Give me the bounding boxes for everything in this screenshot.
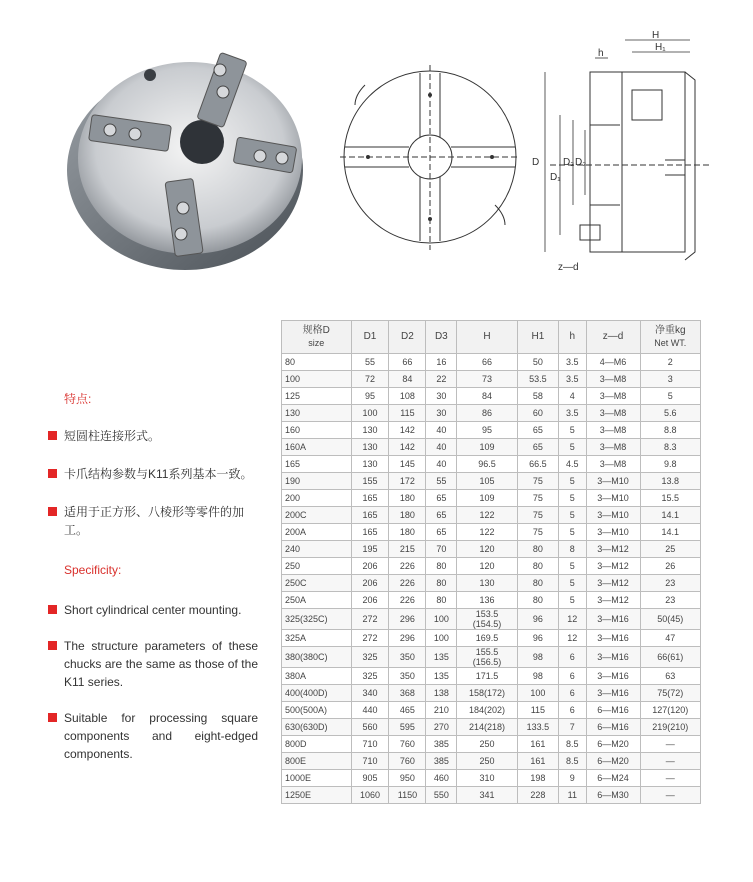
table-cell: 5 xyxy=(559,592,586,609)
table-cell: 180 xyxy=(389,524,426,541)
table-cell: 58 xyxy=(517,388,558,405)
table-cell: 73 xyxy=(457,371,517,388)
table-cell: 215 xyxy=(389,541,426,558)
table-cell: 560 xyxy=(351,719,389,736)
table-cell: 4.5 xyxy=(559,456,586,473)
feature-cn-3: 适用于正方形、八棱形等零件的加工。 xyxy=(48,503,258,539)
table-row xyxy=(282,592,701,609)
table-cell: 5 xyxy=(559,524,586,541)
table-cell: 1150 xyxy=(389,787,426,804)
table-row xyxy=(282,354,701,371)
table-cell: 9 xyxy=(559,770,586,787)
table-cell: — xyxy=(640,787,700,804)
table-cell: 8 xyxy=(559,541,586,558)
table-cell: 250C xyxy=(282,575,352,592)
table-cell: 130 xyxy=(282,405,352,422)
table-cell: 136 xyxy=(457,592,517,609)
table-cell: 800D xyxy=(282,736,352,753)
table-cell: 100 xyxy=(282,371,352,388)
table-cell: 8.8 xyxy=(640,422,700,439)
table-cell: 206 xyxy=(351,592,389,609)
table-cell: 2 xyxy=(640,354,700,371)
table-cell: 96.5 xyxy=(457,456,517,473)
table-cell: 84 xyxy=(389,371,426,388)
table-cell: 75(72) xyxy=(640,685,700,702)
table-cell: 800E xyxy=(282,753,352,770)
table-cell: 385 xyxy=(426,753,457,770)
table-cell: 3—M16 xyxy=(586,647,640,668)
table-cell: 250 xyxy=(282,558,352,575)
table-cell: 47 xyxy=(640,630,700,647)
table-header-cell: h xyxy=(559,321,586,354)
table-cell: 6—M16 xyxy=(586,719,640,736)
table-cell: 3—M10 xyxy=(586,490,640,507)
table-cell: 160A xyxy=(282,439,352,456)
table-row xyxy=(282,770,701,787)
table-cell: 63 xyxy=(640,668,700,685)
table-cell: 3—M10 xyxy=(586,507,640,524)
table-cell: 3—M8 xyxy=(586,405,640,422)
table-cell: 180 xyxy=(389,490,426,507)
table-cell: 135 xyxy=(426,647,457,668)
table-cell: — xyxy=(640,753,700,770)
table-header-cell: H xyxy=(457,321,517,354)
table-cell: 9.8 xyxy=(640,456,700,473)
table-cell: 53.5 xyxy=(517,371,558,388)
table-cell: 75 xyxy=(517,473,558,490)
table-cell: 133.5 xyxy=(517,719,558,736)
table-row xyxy=(282,647,701,668)
table-cell: 80 xyxy=(517,541,558,558)
bullet-square-icon xyxy=(48,431,57,440)
table-cell: 12 xyxy=(559,630,586,647)
table-cell: 400(400D) xyxy=(282,685,352,702)
table-cell: 226 xyxy=(389,592,426,609)
table-cell: 7 xyxy=(559,719,586,736)
table-cell: 165 xyxy=(282,456,352,473)
table-cell: 760 xyxy=(389,753,426,770)
table-cell: 296 xyxy=(389,609,426,630)
table-cell: 3—M12 xyxy=(586,541,640,558)
table-cell: 30 xyxy=(426,388,457,405)
table-cell: 16 xyxy=(426,354,457,371)
table-cell: 272 xyxy=(351,609,389,630)
table-cell: 115 xyxy=(517,702,558,719)
table-cell: 65 xyxy=(426,524,457,541)
table-cell: 5 xyxy=(559,558,586,575)
table-cell: 13.8 xyxy=(640,473,700,490)
table-cell: 200A xyxy=(282,524,352,541)
table-cell: 228 xyxy=(517,787,558,804)
table-cell: 4 xyxy=(559,388,586,405)
table-cell: 66(61) xyxy=(640,647,700,668)
table-cell: 5 xyxy=(559,575,586,592)
table-header-cell: H1 xyxy=(517,321,558,354)
table-cell: 70 xyxy=(426,541,457,558)
table-cell: 3 xyxy=(640,371,700,388)
table-cell: 270 xyxy=(426,719,457,736)
table-cell: 198 xyxy=(517,770,558,787)
table-cell: 160 xyxy=(282,422,352,439)
table-cell: 250A xyxy=(282,592,352,609)
table-cell: 905 xyxy=(351,770,389,787)
table-cell: 350 xyxy=(389,668,426,685)
table-cell: 25 xyxy=(640,541,700,558)
table-cell: 142 xyxy=(389,439,426,456)
table-cell: 240 xyxy=(282,541,352,558)
table-row xyxy=(282,575,701,592)
table-cell: 6 xyxy=(559,702,586,719)
table-cell: 72 xyxy=(351,371,389,388)
table-cell: 115 xyxy=(389,405,426,422)
table-cell: 710 xyxy=(351,736,389,753)
table-cell: 325 xyxy=(351,647,389,668)
table-cell: 6—M16 xyxy=(586,702,640,719)
table-cell: 630(630D) xyxy=(282,719,352,736)
table-cell: 325(325C) xyxy=(282,609,352,630)
table-cell: 11 xyxy=(559,787,586,804)
table-header-cell: 规格D size xyxy=(282,321,352,354)
table-cell: 158(172) xyxy=(457,685,517,702)
table-cell: 250 xyxy=(457,753,517,770)
table-cell: 550 xyxy=(426,787,457,804)
table-cell: 310 xyxy=(457,770,517,787)
table-header-cell: D2 xyxy=(389,321,426,354)
table-cell: 6 xyxy=(559,647,586,668)
table-cell: 325A xyxy=(282,630,352,647)
table-cell: 14.1 xyxy=(640,524,700,541)
table-cell: 3—M8 xyxy=(586,439,640,456)
table-cell: 80 xyxy=(426,592,457,609)
table-cell: 122 xyxy=(457,507,517,524)
table-cell: 165 xyxy=(351,490,389,507)
table-cell: 75 xyxy=(517,490,558,507)
chuck-photo xyxy=(60,30,305,280)
table-row xyxy=(282,473,701,490)
table-cell: 368 xyxy=(389,685,426,702)
table-cell: 12 xyxy=(559,609,586,630)
table-cell: 226 xyxy=(389,575,426,592)
feature-cn-2: 卡爪结构参数与K11系列基本一致。 xyxy=(48,465,258,483)
feature-cn-1: 短圆柱连接形式。 xyxy=(48,427,258,445)
table-cell: 6—M30 xyxy=(586,787,640,804)
table-cell: 65 xyxy=(517,422,558,439)
table-row xyxy=(282,685,701,702)
table-cell: 206 xyxy=(351,575,389,592)
table-cell: 341 xyxy=(457,787,517,804)
table-cell: 8.3 xyxy=(640,439,700,456)
table-cell: 5 xyxy=(640,388,700,405)
table-cell: 6—M20 xyxy=(586,736,640,753)
table-cell: 22 xyxy=(426,371,457,388)
table-row xyxy=(282,702,701,719)
table-cell: 26 xyxy=(640,558,700,575)
table-row xyxy=(282,787,701,804)
table-cell: 155 xyxy=(351,473,389,490)
bullet-square-icon xyxy=(48,641,57,650)
table-cell: 55 xyxy=(351,354,389,371)
table-cell: — xyxy=(640,736,700,753)
heading-cn: 特点: xyxy=(64,392,92,406)
label-H1: H₁ xyxy=(655,42,666,53)
feature-en-2: The structure parameters of these chucks are the same as those of the K11 series. xyxy=(48,637,258,691)
table-cell: 250 xyxy=(457,736,517,753)
spec-table xyxy=(281,320,701,804)
table-cell: 3.5 xyxy=(559,371,586,388)
table-cell: — xyxy=(640,770,700,787)
table-header-cell: z—d xyxy=(586,321,640,354)
table-cell: 171.5 xyxy=(457,668,517,685)
table-cell: 65 xyxy=(426,507,457,524)
table-cell: 130 xyxy=(351,439,389,456)
feature-en-1: Short cylindrical center mounting. xyxy=(48,601,258,619)
table-cell: 3—M10 xyxy=(586,473,640,490)
table-cell: 109 xyxy=(457,490,517,507)
feature-en-3: Suitable for processing square components and eight-edged components. xyxy=(48,709,258,763)
table-cell: 3—M8 xyxy=(586,422,640,439)
table-cell: 95 xyxy=(351,388,389,405)
label-H: H xyxy=(652,30,660,41)
table-cell: 214(218) xyxy=(457,719,517,736)
table-row xyxy=(282,388,701,405)
table-cell: 40 xyxy=(426,439,457,456)
table-cell: 100 xyxy=(517,685,558,702)
bullet-square-icon xyxy=(48,605,57,614)
side-view-diagram xyxy=(530,30,740,275)
table-cell: 1250E xyxy=(282,787,352,804)
table-cell: 14.1 xyxy=(640,507,700,524)
table-cell: 380A xyxy=(282,668,352,685)
table-cell: 3—M8 xyxy=(586,456,640,473)
table-cell: 55 xyxy=(426,473,457,490)
table-cell: 3—M10 xyxy=(586,524,640,541)
bullet-square-icon xyxy=(48,713,57,722)
table-cell: 5 xyxy=(559,507,586,524)
table-cell: 3.5 xyxy=(559,354,586,371)
table-cell: 950 xyxy=(389,770,426,787)
table-cell: 50(45) xyxy=(640,609,700,630)
table-row xyxy=(282,405,701,422)
table-cell: 8.5 xyxy=(559,736,586,753)
table-cell: 145 xyxy=(389,456,426,473)
table-header-cell: 净重kg Net WT. xyxy=(640,321,700,354)
table-cell: 3.5 xyxy=(559,405,586,422)
table-cell: 169.5 xyxy=(457,630,517,647)
table-cell: 5.6 xyxy=(640,405,700,422)
table-row xyxy=(282,558,701,575)
table-cell: 3—M12 xyxy=(586,592,640,609)
table-cell: 1060 xyxy=(351,787,389,804)
table-cell: 210 xyxy=(426,702,457,719)
table-cell: 95 xyxy=(457,422,517,439)
table-row xyxy=(282,736,701,753)
table-cell: 84 xyxy=(457,388,517,405)
table-cell: 190 xyxy=(282,473,352,490)
bullet-square-icon xyxy=(48,469,57,478)
table-cell: 195 xyxy=(351,541,389,558)
table-row xyxy=(282,753,701,770)
table-cell: 100 xyxy=(351,405,389,422)
table-cell: 6—M24 xyxy=(586,770,640,787)
table-cell: 3—M16 xyxy=(586,668,640,685)
table-row xyxy=(282,524,701,541)
label-zd: z—d xyxy=(558,262,579,273)
table-cell: 105 xyxy=(457,473,517,490)
table-cell: 440 xyxy=(351,702,389,719)
table-cell: 760 xyxy=(389,736,426,753)
label-D3: D₃ xyxy=(575,157,587,168)
table-header-cell: D3 xyxy=(426,321,457,354)
table-cell: 75 xyxy=(517,507,558,524)
table-cell: 96 xyxy=(517,630,558,647)
table-row xyxy=(282,541,701,558)
table-cell: 180 xyxy=(389,507,426,524)
table-cell: 3—M8 xyxy=(586,371,640,388)
table-cell: 3—M12 xyxy=(586,575,640,592)
features-section xyxy=(48,390,258,763)
table-cell: 60 xyxy=(517,405,558,422)
table-row xyxy=(282,630,701,647)
bullet-square-icon xyxy=(48,507,57,516)
table-cell: 15.5 xyxy=(640,490,700,507)
table-cell: 65 xyxy=(426,490,457,507)
front-view-diagram xyxy=(335,55,525,260)
table-cell: 161 xyxy=(517,753,558,770)
table-cell: 6 xyxy=(559,668,586,685)
table-cell: 80 xyxy=(282,354,352,371)
table-cell: 122 xyxy=(457,524,517,541)
table-cell: 80 xyxy=(426,575,457,592)
table-cell: 595 xyxy=(389,719,426,736)
table-row xyxy=(282,439,701,456)
table-row xyxy=(282,490,701,507)
table-cell: 100 xyxy=(426,609,457,630)
table-cell: 80 xyxy=(517,592,558,609)
table-cell: 5 xyxy=(559,439,586,456)
table-cell: 5 xyxy=(559,422,586,439)
table-cell: 200C xyxy=(282,507,352,524)
table-cell: 385 xyxy=(426,736,457,753)
table-cell: 23 xyxy=(640,592,700,609)
table-cell: 80 xyxy=(517,558,558,575)
table-cell: 296 xyxy=(389,630,426,647)
table-cell: 219(210) xyxy=(640,719,700,736)
table-cell: 127(120) xyxy=(640,702,700,719)
table-cell: 155.5 (156.5) xyxy=(457,647,517,668)
table-cell: 172 xyxy=(389,473,426,490)
table-cell: 109 xyxy=(457,439,517,456)
table-cell: 86 xyxy=(457,405,517,422)
label-D2: D₂ xyxy=(563,157,575,168)
table-cell: 120 xyxy=(457,558,517,575)
table-cell: 30 xyxy=(426,405,457,422)
table-cell: 184(202) xyxy=(457,702,517,719)
table-cell: 66.5 xyxy=(517,456,558,473)
table-cell: 80 xyxy=(517,575,558,592)
label-h: h xyxy=(598,48,604,59)
table-row xyxy=(282,719,701,736)
table-cell: 98 xyxy=(517,647,558,668)
table-row xyxy=(282,422,701,439)
table-cell: 5 xyxy=(559,490,586,507)
table-cell: 6 xyxy=(559,685,586,702)
table-header-cell: D1 xyxy=(351,321,389,354)
table-row xyxy=(282,507,701,524)
table-cell: 130 xyxy=(351,422,389,439)
table-cell: 96 xyxy=(517,609,558,630)
table-cell: 6—M20 xyxy=(586,753,640,770)
table-cell: 66 xyxy=(389,354,426,371)
table-cell: 8.5 xyxy=(559,753,586,770)
table-cell: 5 xyxy=(559,473,586,490)
table-cell: 98 xyxy=(517,668,558,685)
table-cell: 120 xyxy=(457,541,517,558)
table-cell: 75 xyxy=(517,524,558,541)
table-cell: 3—M16 xyxy=(586,609,640,630)
table-cell: 465 xyxy=(389,702,426,719)
table-cell: 460 xyxy=(426,770,457,787)
label-D: D xyxy=(532,157,540,168)
table-cell: 50 xyxy=(517,354,558,371)
table-header-row xyxy=(282,321,701,354)
table-cell: 40 xyxy=(426,422,457,439)
table-cell: 40 xyxy=(426,456,457,473)
table-cell: 65 xyxy=(517,439,558,456)
table-row xyxy=(282,668,701,685)
table-cell: 108 xyxy=(389,388,426,405)
table-cell: 66 xyxy=(457,354,517,371)
table-cell: 161 xyxy=(517,736,558,753)
heading-en: Specificity: xyxy=(64,563,122,577)
table-cell: 100 xyxy=(426,630,457,647)
table-cell: 3—M12 xyxy=(586,558,640,575)
table-cell: 350 xyxy=(389,647,426,668)
table-cell: 130 xyxy=(351,456,389,473)
table-cell: 165 xyxy=(351,524,389,541)
table-cell: 200 xyxy=(282,490,352,507)
table-cell: 138 xyxy=(426,685,457,702)
table-cell: 142 xyxy=(389,422,426,439)
table-cell: 3—M8 xyxy=(586,388,640,405)
table-row xyxy=(282,609,701,630)
table-cell: 130 xyxy=(457,575,517,592)
table-cell: 165 xyxy=(351,507,389,524)
table-cell: 272 xyxy=(351,630,389,647)
table-cell: 226 xyxy=(389,558,426,575)
table-cell: 135 xyxy=(426,668,457,685)
table-cell: 380(380C) xyxy=(282,647,352,668)
table-cell: 3—M16 xyxy=(586,630,640,647)
table-cell: 23 xyxy=(640,575,700,592)
table-cell: 325 xyxy=(351,668,389,685)
table-cell: 125 xyxy=(282,388,352,405)
table-cell: 80 xyxy=(426,558,457,575)
table-cell: 3—M16 xyxy=(586,685,640,702)
table-row xyxy=(282,371,701,388)
table-row xyxy=(282,456,701,473)
table-cell: 710 xyxy=(351,753,389,770)
table-cell: 153.5 (154.5) xyxy=(457,609,517,630)
table-cell: 1000E xyxy=(282,770,352,787)
table-cell: 206 xyxy=(351,558,389,575)
table-cell: 340 xyxy=(351,685,389,702)
label-D1: D₁ xyxy=(550,172,561,183)
table-cell: 500(500A) xyxy=(282,702,352,719)
table-cell: 4—M6 xyxy=(586,354,640,371)
